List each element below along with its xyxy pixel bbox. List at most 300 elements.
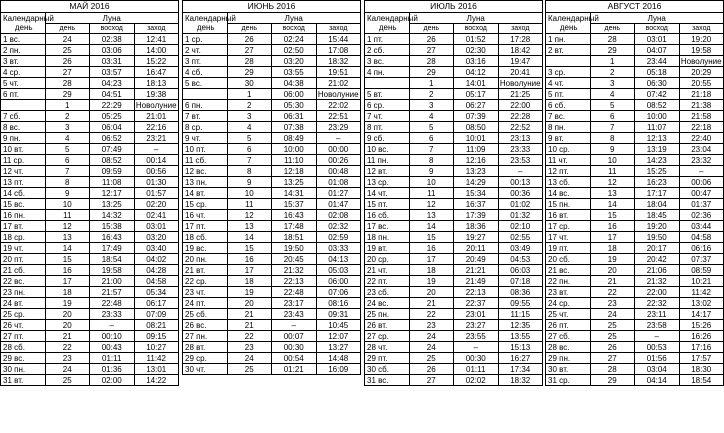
moon-age-cell: 2 — [590, 67, 635, 78]
moonrise-cell: 06:30 — [635, 78, 680, 89]
moonset-cell: 18:32 — [316, 56, 361, 67]
calendar-day-cell: 23 чт. — [183, 287, 228, 298]
table-row — [183, 56, 361, 67]
moonrise-cell: 21:06 — [635, 265, 680, 276]
moonset-cell: – — [134, 144, 179, 155]
moonrise-cell: 00:07 — [272, 331, 317, 342]
table-row — [183, 177, 361, 188]
calendar-day-header — [546, 13, 599, 34]
table-row — [1, 243, 179, 254]
table-row — [546, 199, 724, 210]
moonrise-cell: 01:11 — [90, 353, 135, 364]
table-row — [546, 144, 724, 155]
table-row — [183, 144, 361, 155]
moon-age-cell: 5 — [227, 133, 272, 144]
calendar-day-cell: 16 чт. — [183, 210, 228, 221]
moonrise-cell: 06:27 — [454, 100, 499, 111]
calendar-day-cell: 1 вс. — [1, 34, 46, 45]
moonset-cell: 22:02 — [316, 100, 361, 111]
table-row — [1, 188, 179, 199]
moonset-header: заход — [316, 24, 361, 34]
calendar-day-cell: 21 вс. — [546, 265, 591, 276]
moonrise-cell: 18:51 — [272, 232, 317, 243]
moonrise-cell: 00:30 — [272, 342, 317, 353]
moonset-cell: 08:59 — [679, 265, 724, 276]
moon-age-cell: 20 — [45, 320, 90, 331]
calendar-day-cell: 7 вт. — [183, 111, 228, 122]
moonrise-cell: 02:50 — [272, 45, 317, 56]
moonset-cell: 09:31 — [316, 309, 361, 320]
calendar-day-cell: 30 чт. — [183, 364, 228, 375]
calendar-day-cell: 4 чт. — [546, 78, 591, 89]
month-table-2 — [182, 0, 361, 433]
moonrise-cell: 22:00 — [635, 287, 680, 298]
moon-age-cell: 17 — [409, 254, 454, 265]
table-row — [183, 232, 361, 243]
moonrise-cell: 15:38 — [90, 221, 135, 232]
table-row — [365, 342, 543, 353]
table-row — [365, 78, 543, 89]
moonrise-cell: 18:45 — [635, 210, 680, 221]
moonset-cell: 17:08 — [316, 45, 361, 56]
calendar-day-cell: 8 ср. — [183, 122, 228, 133]
moon-age-cell: 25 — [409, 353, 454, 364]
table-row — [1, 155, 179, 166]
moonset-cell: 01:37 — [679, 199, 724, 210]
moon-age-header: день — [227, 24, 272, 34]
calendar-day-cell: 27 пн. — [183, 331, 228, 342]
moon-age-cell: 9 — [409, 166, 454, 177]
moonset-cell: 02:08 — [316, 210, 361, 221]
table-row — [1, 122, 179, 133]
moonrise-cell: 19:50 — [272, 243, 317, 254]
moonrise-cell: 22:48 — [272, 287, 317, 298]
moonrise-header: восход — [90, 24, 135, 34]
table-row — [183, 265, 361, 276]
moon-age-cell: 4 — [45, 133, 90, 144]
table-row — [183, 78, 361, 89]
table-row — [546, 309, 724, 320]
moonrise-cell: 19:58 — [90, 265, 135, 276]
table-row — [365, 166, 543, 177]
moonset-cell: 03:40 — [134, 243, 179, 254]
calendar-day-cell: 22 вс. — [1, 276, 46, 287]
moonset-cell: 19:20 — [679, 34, 724, 45]
table-row — [183, 100, 361, 111]
moon-age-cell: 21 — [227, 320, 272, 331]
moonset-cell: 04:53 — [498, 254, 543, 265]
table-row — [1, 133, 179, 144]
moon-age-cell: 6 — [590, 111, 635, 122]
moon-age-cell: 5 — [45, 144, 90, 155]
moonrise-cell: 20:49 — [454, 254, 499, 265]
moon-age-cell: 25 — [45, 375, 90, 386]
moonset-cell: 19:47 — [498, 56, 543, 67]
moonset-cell: 06:17 — [134, 298, 179, 309]
moonset-cell: Новолуние — [499, 78, 541, 88]
moon-age-cell: 7 — [45, 166, 90, 177]
table-row — [183, 133, 361, 144]
moonset-cell: 02:55 — [498, 232, 543, 243]
calendar-day-cell: 31 ср. — [546, 375, 591, 386]
moonrise-cell: 15:25 — [635, 166, 680, 177]
moon-age-cell: 9 — [45, 188, 90, 199]
table-row — [365, 309, 543, 320]
moonset-cell: 02:10 — [498, 221, 543, 232]
moonset-cell: 23:33 — [498, 144, 543, 155]
calendar-day-cell: 11 пн. — [365, 155, 410, 166]
table-row — [365, 89, 543, 100]
table-row — [1, 34, 179, 45]
calendar-day-cell: 7 сб. — [1, 111, 46, 122]
calendar-day-cell: 11 ср. — [1, 155, 46, 166]
moonset-cell: 03:44 — [679, 221, 724, 232]
table-row — [546, 254, 724, 265]
moonset-cell: 04:58 — [679, 232, 724, 243]
moonset-cell: 00:56 — [134, 166, 179, 177]
table-row — [1, 375, 179, 386]
calendar-day-header-line2: день — [14, 23, 33, 32]
moonset-cell: 22:16 — [134, 122, 179, 133]
moon-age-cell: 20 — [227, 298, 272, 309]
calendar-day-cell: 10 вт. — [1, 144, 46, 155]
table-row — [183, 309, 361, 320]
moon-age-cell: 20 — [45, 309, 90, 320]
moon-age-cell: 13 — [227, 221, 272, 232]
moon-age-cell: 15 — [590, 210, 635, 221]
moonrise-cell: 08:52 — [635, 100, 680, 111]
moonset-cell: 02:59 — [316, 232, 361, 243]
calendar-day-cell: 6 пт. — [1, 89, 46, 100]
moonrise-cell: 06:52 — [90, 133, 135, 144]
moon-age-cell: 2 — [409, 89, 454, 100]
moon-age-cell: 28 — [409, 56, 454, 67]
moonset-cell: 11:15 — [498, 309, 543, 320]
calendar-day-cell: 30 вт. — [546, 364, 591, 375]
moon-age-cell: 1 — [590, 56, 635, 67]
moonrise-cell: 01:11 — [454, 364, 499, 375]
moonrise-cell: 17:49 — [90, 243, 135, 254]
moonset-cell: 07:09 — [134, 309, 179, 320]
table-row — [1, 89, 179, 100]
moonrise-cell: 21:49 — [454, 276, 499, 287]
moonset-cell: 01:30 — [134, 177, 179, 188]
table-row — [546, 45, 724, 56]
calendar-day-cell: 2 сб. — [365, 45, 410, 56]
moon-age-cell: 19 — [45, 298, 90, 309]
calendar-day-cell: 7 чт. — [365, 111, 410, 122]
calendar-day-cell: 28 вс. — [546, 342, 591, 353]
moonset-cell: 13:02 — [679, 298, 724, 309]
moonrise-cell: 11:07 — [635, 122, 680, 133]
calendar-day-cell: 15 вс. — [1, 199, 46, 210]
moon-age-cell: 11 — [590, 166, 635, 177]
moonset-cell: 02:32 — [316, 221, 361, 232]
moonrise-cell: 13:19 — [635, 144, 680, 155]
moonrise-cell: 22:29 — [90, 100, 135, 111]
calendar-day-cell: 27 сб. — [546, 331, 591, 342]
moon-age-cell: 15 — [45, 254, 90, 265]
table-row — [1, 100, 179, 111]
moon-age-cell: 16 — [227, 254, 272, 265]
table-row — [365, 232, 543, 243]
moon-age-cell: 22 — [590, 287, 635, 298]
moonset-cell: 14:00 — [134, 45, 179, 56]
moonset-cell: 23:04 — [679, 144, 724, 155]
moonset-cell: 06:03 — [498, 265, 543, 276]
table-row — [546, 320, 724, 331]
table-row — [1, 364, 179, 375]
moonset-cell: 05:34 — [134, 287, 179, 298]
moon-age-cell: 24 — [409, 331, 454, 342]
moonset-cell: 12:35 — [498, 320, 543, 331]
calendar-day-cell: 29 вс. — [1, 353, 46, 364]
calendar-day-cell: 17 пт. — [183, 221, 228, 232]
moonrise-cell: 23:01 — [454, 309, 499, 320]
moonset-cell: 17:28 — [498, 34, 543, 45]
moonset-cell: 17:16 — [679, 342, 724, 353]
calendar-day-cell: 12 чт. — [1, 166, 46, 177]
table-row — [1, 166, 179, 177]
table-row — [183, 111, 361, 122]
table-row — [546, 67, 724, 78]
moon-age-cell: 9 — [590, 144, 635, 155]
moonrise-cell: 13:23 — [454, 166, 499, 177]
moonrise-cell: 01:21 — [272, 364, 317, 375]
moonrise-cell: 23:58 — [635, 320, 680, 331]
table-row — [183, 342, 361, 353]
calendar-day-cell: 16 вт. — [546, 210, 591, 221]
moonset-cell: – — [498, 166, 543, 177]
moonrise-cell: 16:43 — [90, 232, 135, 243]
moonrise-header: восход — [454, 24, 499, 34]
month-title: ИЮЛЬ 2016 — [365, 1, 543, 13]
calendar-day-cell: 24 ср. — [546, 298, 591, 309]
calendar-day-header — [1, 13, 54, 34]
moonrise-cell: 21:00 — [90, 276, 135, 287]
moonset-cell: 22:28 — [498, 111, 543, 122]
moonrise-cell: 02:30 — [454, 45, 499, 56]
moonrise-cell: 09:59 — [90, 166, 135, 177]
month-table-4 — [545, 0, 724, 433]
calendar-day-cell: 9 сб. — [365, 133, 410, 144]
calendar-day-cell: 21 чт. — [365, 265, 410, 276]
moon-age-cell: 12 — [45, 221, 90, 232]
moonrise-cell: 14:32 — [90, 210, 135, 221]
moon-age-cell: 3 — [409, 100, 454, 111]
moonset-cell: 07:37 — [679, 254, 724, 265]
calendar-day-cell: 6 пн. — [183, 100, 228, 111]
moon-age-cell: 26 — [45, 56, 90, 67]
moonrise-cell: 01:56 — [635, 353, 680, 364]
table-row — [183, 34, 361, 45]
table-row — [365, 353, 543, 364]
moonrise-cell: 01:52 — [454, 34, 499, 45]
moonset-cell: 15:13 — [498, 342, 543, 353]
calendar-day-cell: 23 вт. — [546, 287, 591, 298]
moon-age-cell: 2 — [227, 100, 272, 111]
moonrise-cell: 04:07 — [635, 45, 680, 56]
table-row — [365, 254, 543, 265]
moonrise-cell: – — [454, 342, 499, 353]
moonrise-cell: 03:04 — [635, 364, 680, 375]
table-row — [365, 243, 543, 254]
table-row — [546, 375, 724, 386]
moonrise-cell: 02:00 — [90, 375, 135, 386]
calendar-day-cell: 24 вт. — [1, 298, 46, 309]
moonrise-cell: 07:39 — [454, 111, 499, 122]
moonrise-cell: 13:25 — [90, 199, 135, 210]
moonrise-cell: 01:36 — [90, 364, 135, 375]
moon-age-cell: 9 — [227, 177, 272, 188]
moonrise-cell: 16:23 — [635, 177, 680, 188]
moonset-cell: 17:57 — [679, 353, 724, 364]
table-row — [546, 243, 724, 254]
moonrise-cell: 12:17 — [90, 188, 135, 199]
moonset-cell: 13:01 — [134, 364, 179, 375]
moonset-cell: 18:42 — [498, 45, 543, 56]
moonset-cell: 21:58 — [679, 111, 724, 122]
moon-age-cell: 23 — [409, 320, 454, 331]
moon-age-cell: 3 — [45, 122, 90, 133]
table-row — [546, 177, 724, 188]
calendar-day-cell: 18 сб. — [183, 232, 228, 243]
table-row — [183, 276, 361, 287]
table-row — [546, 364, 724, 375]
moonset-cell: 03:01 — [134, 221, 179, 232]
moonset-cell: 17:34 — [498, 364, 543, 375]
moon-age-cell: 24 — [227, 353, 272, 364]
table-row — [546, 331, 724, 342]
moonset-cell: 00:13 — [498, 177, 543, 188]
calendar-day-cell: 25 сб. — [183, 309, 228, 320]
table-row — [365, 111, 543, 122]
moon-age-cell: 19 — [227, 287, 272, 298]
moon-age-cell: 18 — [227, 276, 272, 287]
moonset-cell: 04:13 — [316, 254, 361, 265]
moonrise-cell: 17:39 — [454, 210, 499, 221]
calendar-day-cell: 5 вс. — [183, 78, 228, 89]
moonrise-cell: 11:09 — [454, 144, 499, 155]
table-row — [546, 34, 724, 45]
calendar-day-cell: 27 пт. — [1, 331, 46, 342]
calendar-day-cell: 9 вт. — [546, 133, 591, 144]
table-row — [183, 45, 361, 56]
moon-age-cell: 12 — [590, 177, 635, 188]
moon-age-cell: 13 — [590, 188, 635, 199]
moonrise-cell: – — [90, 320, 135, 331]
moonrise-cell: 15:34 — [454, 188, 499, 199]
moonset-cell: 18:54 — [679, 375, 724, 386]
moon-age-header: день — [590, 24, 635, 34]
moonrise-cell: 21:21 — [454, 265, 499, 276]
calendar-day-cell: 25 чт. — [546, 309, 591, 320]
table-row — [1, 45, 179, 56]
moon-age-cell: 27 — [409, 45, 454, 56]
table-row — [183, 155, 361, 166]
calendar-day-cell: 8 вс. — [1, 122, 46, 133]
moon-age-cell: 29 — [590, 45, 635, 56]
moon-age-cell: 10 — [590, 155, 635, 166]
table-row — [1, 67, 179, 78]
moon-age-cell: 21 — [409, 298, 454, 309]
moon-age-cell: 27 — [409, 375, 454, 386]
moonset-cell: 20:29 — [679, 67, 724, 78]
table-row — [546, 111, 724, 122]
moonrise-cell: 20:45 — [272, 254, 317, 265]
table-row — [183, 89, 361, 100]
table-row — [546, 166, 724, 177]
moon-age-cell: 22 — [409, 309, 454, 320]
moon-age-cell: 4 — [227, 122, 272, 133]
calendar-day-cell: 2 вт. — [546, 45, 591, 56]
moon-age-cell: 15 — [409, 232, 454, 243]
calendar-day-cell: 5 чт. — [1, 78, 46, 89]
calendar-day-header-line1: Календарный — [3, 14, 54, 23]
moon-age-cell: 4 — [409, 111, 454, 122]
moon-age-cell: 26 — [409, 364, 454, 375]
table-row — [1, 276, 179, 287]
month-title: ИЮНЬ 2016 — [183, 1, 361, 13]
moonrise-cell: 03:57 — [90, 67, 135, 78]
table-row — [365, 177, 543, 188]
table-row — [546, 100, 724, 111]
moonset-cell: 02:36 — [679, 210, 724, 221]
calendar-day-cell: 15 пн. — [546, 199, 591, 210]
calendar-day-cell: 11 сб. — [183, 155, 228, 166]
table-row — [365, 265, 543, 276]
table-row — [365, 199, 543, 210]
moon-age-cell: 25 — [590, 320, 635, 331]
calendar-day-cell: 5 пт. — [546, 89, 591, 100]
table-row — [183, 210, 361, 221]
moonset-cell: 06:16 — [679, 243, 724, 254]
calendar-day-cell: 30 сб. — [365, 364, 410, 375]
month-title: МАЙ 2016 — [1, 1, 179, 13]
moon-age-cell: 19 — [409, 276, 454, 287]
moonset-cell: 10:21 — [679, 276, 724, 287]
calendar-day-cell: 13 пн. — [183, 177, 228, 188]
calendar-day-cell: 12 пт. — [546, 166, 591, 177]
moonset-cell: 00:06 — [679, 177, 724, 188]
moonrise-cell: 13:25 — [272, 177, 317, 188]
moonset-cell: 09:15 — [134, 331, 179, 342]
moonset-cell: 07:18 — [498, 276, 543, 287]
moonset-cell: 18:32 — [498, 375, 543, 386]
moonset-cell: 00:48 — [316, 166, 361, 177]
moon-age-cell: 23 — [45, 353, 90, 364]
moon-age-cell: 8 — [409, 155, 454, 166]
moon-age-cell: 25 — [45, 45, 90, 56]
calendar-day-cell: 15 ср. — [183, 199, 228, 210]
moon-age-cell: 15 — [227, 243, 272, 254]
moonset-cell: 12:41 — [134, 34, 179, 45]
calendar-day-header-line1: Календарный — [548, 14, 599, 23]
moonrise-cell: 06:31 — [272, 111, 317, 122]
calendar-day-cell: 30 пн. — [1, 364, 46, 375]
moonrise-cell: 21:57 — [90, 287, 135, 298]
moon-age-cell: 27 — [590, 353, 635, 364]
moonrise-cell: 03:31 — [90, 56, 135, 67]
calendar-day-cell: 22 ср. — [183, 276, 228, 287]
moonset-cell: 21:25 — [498, 89, 543, 100]
calendar-day-cell: 6 сб. — [546, 100, 591, 111]
moonset-cell: 14:48 — [316, 353, 361, 364]
moon-age-cell: 10 — [227, 188, 272, 199]
moonrise-cell: 02:38 — [90, 34, 135, 45]
moonrise-cell: 06:00 — [272, 89, 317, 100]
calendar-day-cell: 25 ср. — [1, 309, 46, 320]
